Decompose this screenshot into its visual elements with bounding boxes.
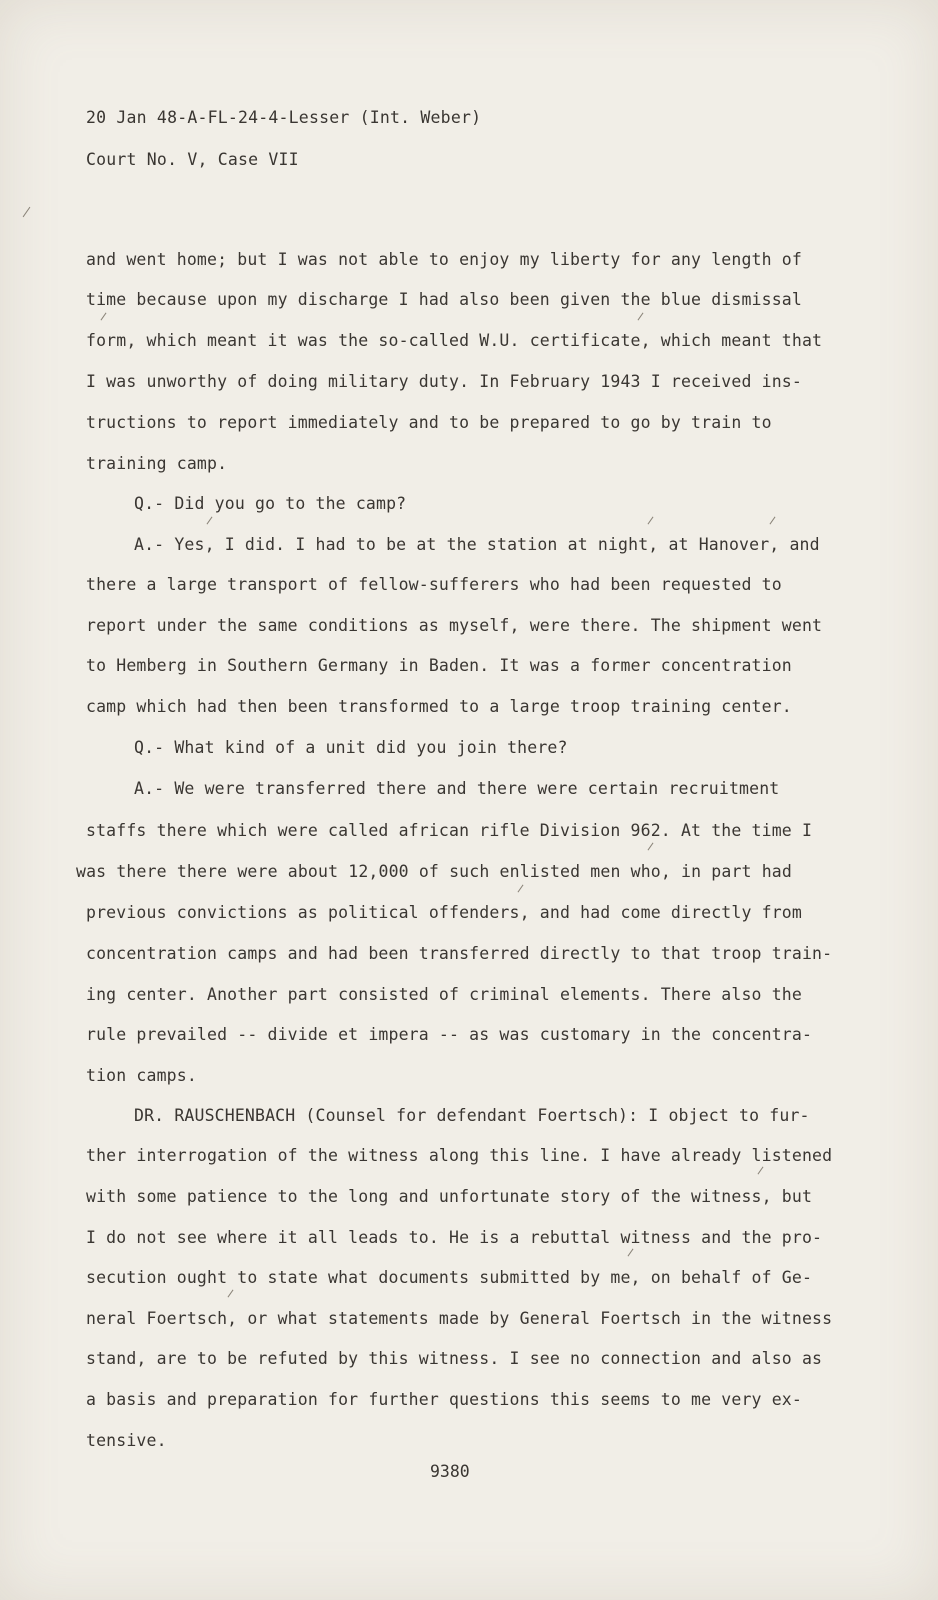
answer-line: A.- Yes, I did. I had to be at the station at night, at Hanover, and bbox=[134, 535, 820, 554]
question-line: Q.- Did you go to the camp? bbox=[134, 494, 407, 513]
text-line: tensive. bbox=[86, 1431, 167, 1450]
text-line: a basis and preparation for further questions this seems to me very ex- bbox=[86, 1390, 802, 1409]
text-line: to Hemberg in Southern Germany in Baden. It was a former concentration bbox=[86, 656, 792, 675]
text-line: was there there were about 12,000 of such enlisted men who, in part had bbox=[76, 862, 792, 881]
objection-line: DR. RAUSCHENBACH (Counsel for defendant Foertsch): I object to fur- bbox=[134, 1106, 810, 1125]
text-line: and went home; but I was not able to enjoy my liberty for any length of bbox=[86, 250, 802, 269]
court-case-label: Court No. V, Case VII bbox=[86, 150, 299, 169]
tick-mark bbox=[638, 313, 644, 321]
text-line: tructions to report immediately and to be prepared to go by train to bbox=[86, 413, 772, 432]
margin-mark bbox=[23, 207, 31, 217]
document-reference: 20 Jan 48-A-FL-24-4-Lesser (Int. Weber) bbox=[86, 108, 482, 127]
text-line: neral Foertsch, or what statements made by General Foertsch in the witness bbox=[86, 1309, 833, 1328]
text-line: ing center. Another part consisted of criminal elements. There also the bbox=[86, 985, 802, 1004]
text-line: previous convictions as political offenders, and had come directly from bbox=[86, 903, 802, 922]
tick-mark bbox=[518, 885, 524, 893]
text-line: with some patience to the long and unfortunate story of the witness, but bbox=[86, 1187, 813, 1206]
text-line: form, which meant it was the so-called W.U. certificate, which meant that bbox=[86, 331, 823, 350]
text-line: I was unworthy of doing military duty. In February 1943 I received ins- bbox=[86, 372, 802, 391]
text-line: I do not see where it all leads to. He is a rebuttal witness and the pro- bbox=[86, 1228, 823, 1247]
tick-mark bbox=[770, 517, 776, 525]
text-line: there a large transport of fellow-sufferers who had been requested to bbox=[86, 575, 782, 594]
tick-mark bbox=[648, 517, 654, 525]
text-line: report under the same conditions as myself, were there. The shipment went bbox=[86, 616, 823, 635]
tick-mark bbox=[207, 517, 213, 525]
text-line: secution ought to state what documents submitted by me, on behalf of Ge- bbox=[86, 1268, 813, 1287]
text-line: concentration camps and had been transferred directly to that troop train- bbox=[86, 944, 833, 963]
text-line: tion camps. bbox=[86, 1066, 197, 1085]
tick-mark bbox=[228, 1290, 234, 1298]
text-line: staffs there which were called african rifle Division 962. At the time I bbox=[86, 821, 813, 840]
tick-mark bbox=[101, 313, 107, 321]
text-line: time because upon my discharge I had also been given the blue dismissal bbox=[86, 290, 802, 309]
text-line: ther interrogation of the witness along this line. I have already listened bbox=[86, 1146, 833, 1165]
tick-mark bbox=[628, 1249, 634, 1257]
answer-line: A.- We were transferred there and there were certain recruitment bbox=[134, 779, 780, 798]
tick-mark bbox=[758, 1167, 764, 1175]
question-line: Q.- What kind of a unit did you join there? bbox=[134, 738, 568, 757]
tick-mark bbox=[648, 843, 654, 851]
text-line: training camp. bbox=[86, 454, 228, 473]
text-line: camp which had then been transformed to a large troop training center. bbox=[86, 697, 792, 716]
page-number: 9380 bbox=[430, 1462, 470, 1481]
text-line: rule prevailed -- divide et impera -- as was customary in the concentra- bbox=[86, 1025, 813, 1044]
text-line: stand, are to be refuted by this witness. I see no connection and also as bbox=[86, 1349, 823, 1368]
